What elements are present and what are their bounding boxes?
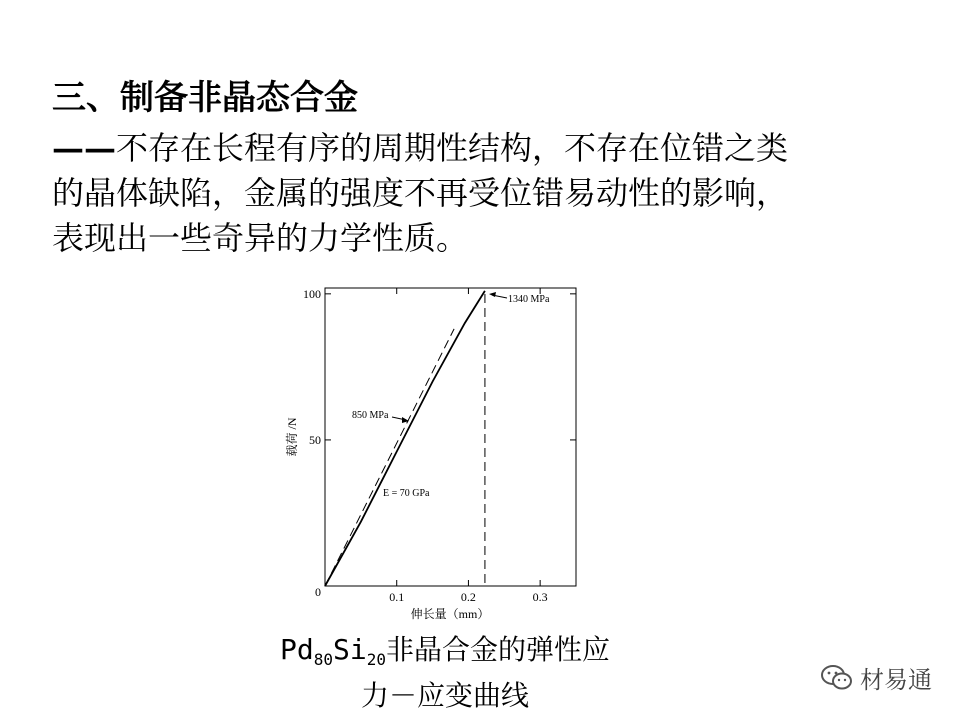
x-tick-label: 0.2 (460, 590, 476, 604)
caption-sub-80: 80 (313, 650, 333, 669)
caption-sub-20: 20 (366, 650, 386, 669)
description-line-1 (52, 126, 932, 171)
description-line-2: 的晶体缺陷，金属的强度不再受位错易动性的影响， (52, 174, 789, 212)
modulus-annotation: E = 70 GPa (383, 488, 430, 499)
description-text-1: 不存在长程有序的周期性结构，不存在位错之类 (116, 129, 789, 167)
chart-svg (278, 278, 588, 623)
plot-frame (325, 288, 576, 586)
description-paragraph (52, 126, 932, 261)
watermark-text: 材易通 (860, 666, 932, 694)
x-axis-label: 伸长量（mm） (410, 607, 490, 621)
x-tick-label: 0.3 (532, 590, 548, 604)
y-ticks (303, 287, 576, 447)
y-tick-label: 100 (303, 286, 321, 301)
x-tick-label: 0.1 (389, 590, 405, 604)
caption-line-2: 力－应变曲线 (360, 679, 529, 712)
peak-annotation: 1340 MPa (508, 294, 550, 305)
y-axis-label: 载荷 /N (285, 417, 299, 457)
stress-strain-chart (278, 278, 588, 623)
mid-annotation: 850 MPa (352, 410, 389, 421)
y-tick-label: 50 (309, 432, 321, 447)
description-line-3: 表现出一些奇异的力学性质。 (52, 219, 469, 257)
figure-caption (250, 632, 640, 714)
origin-label: 0 (315, 585, 321, 599)
watermark (820, 660, 932, 695)
em-dash: —— (52, 129, 116, 167)
elastic-modulus-line (325, 329, 454, 586)
wechat-icon (820, 664, 854, 692)
caption-si: Si (332, 633, 367, 666)
caption-line-1 (250, 632, 640, 678)
peak-arrow-head (489, 292, 496, 297)
caption-pd: Pd (280, 633, 314, 666)
x-ticks (389, 288, 547, 604)
caption-text-1: 非晶合金的弹性应 (385, 633, 610, 666)
load-curve (325, 291, 485, 586)
section-heading: 三、制备非晶态合金 (52, 78, 358, 118)
